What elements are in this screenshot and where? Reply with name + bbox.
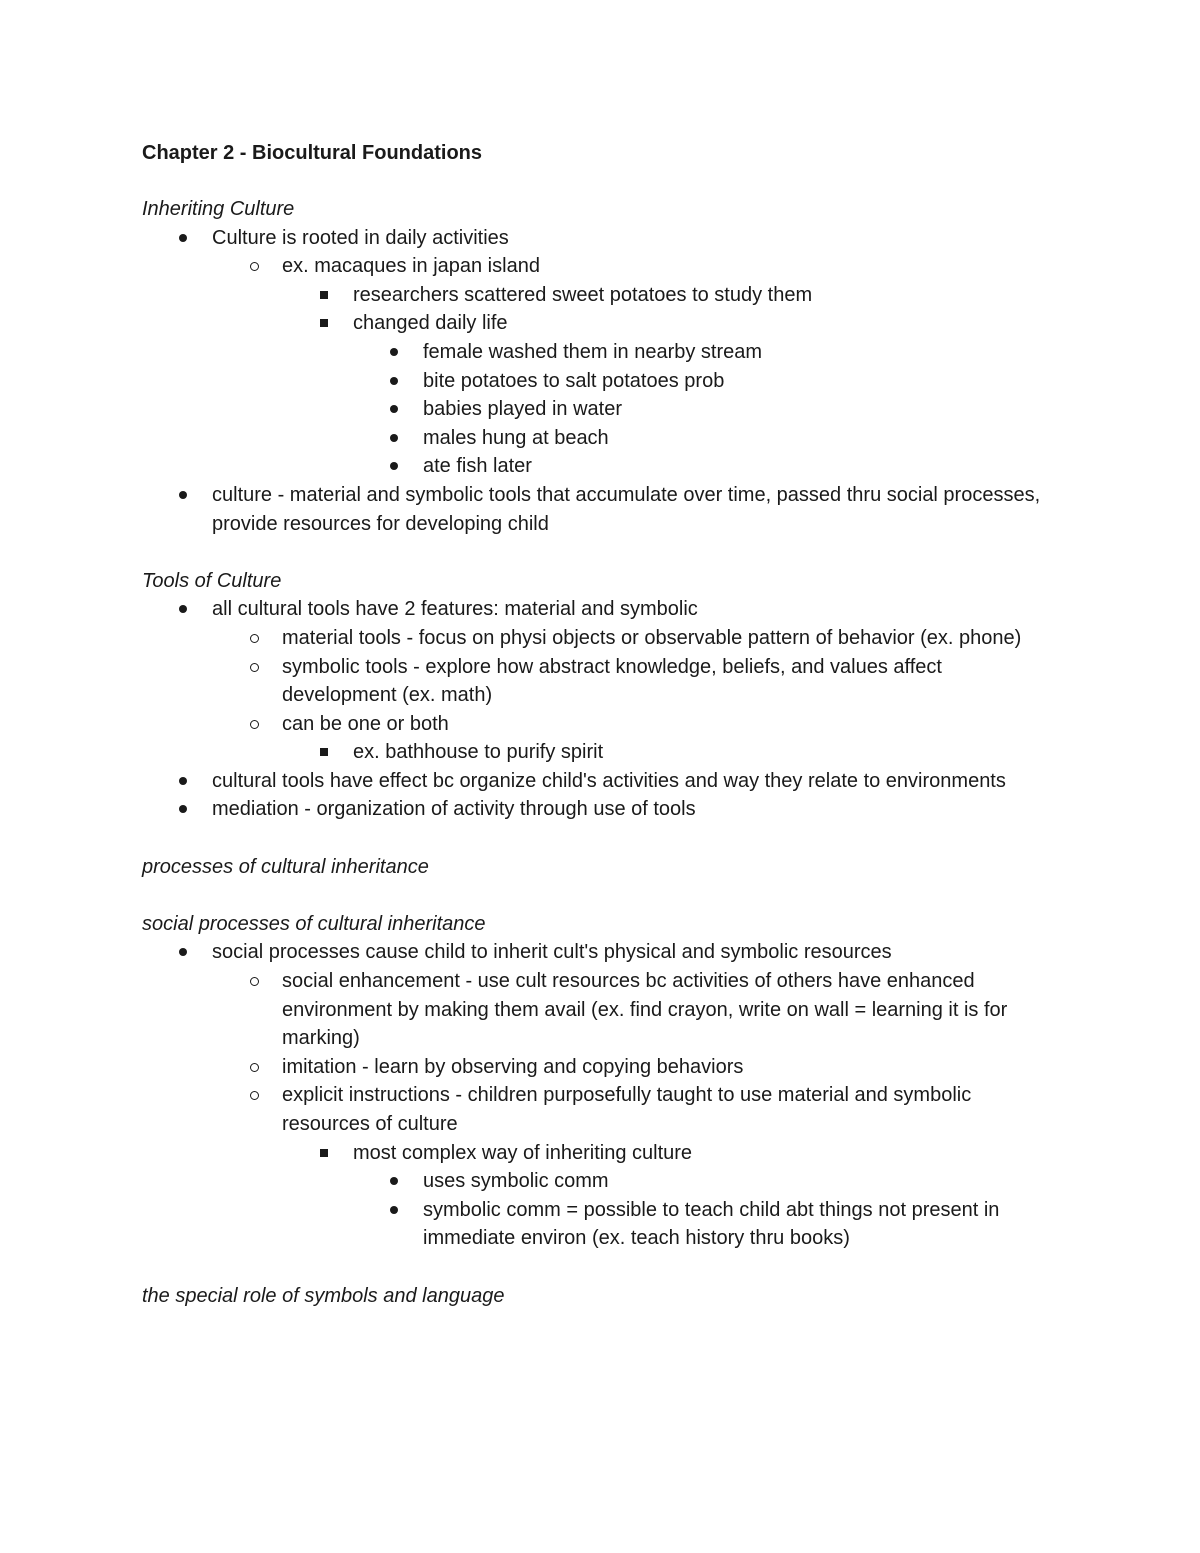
list-item: changed daily life bbox=[142, 309, 1062, 338]
circle-bullet-icon bbox=[250, 977, 259, 986]
circle-bullet-icon bbox=[250, 1063, 259, 1072]
disc-bullet-icon bbox=[179, 805, 187, 813]
section-heading-symbols-language: the special role of symbols and language bbox=[142, 1284, 505, 1307]
document-title: Chapter 2 - Biocultural Foundations bbox=[142, 142, 483, 164]
disc-bullet-icon bbox=[390, 1206, 398, 1214]
list-item: males hung at beach bbox=[142, 424, 1062, 453]
square-bullet-icon bbox=[320, 319, 328, 327]
list-item: ate fish later bbox=[142, 452, 1062, 481]
inheriting-culture-list bbox=[142, 224, 1062, 539]
section-heading-processes: processes of cultural inheritance bbox=[142, 855, 429, 878]
list-item: female washed them in nearby stream bbox=[142, 338, 1062, 367]
list-item: most complex way of inheriting culture bbox=[142, 1139, 1062, 1168]
disc-bullet-icon bbox=[179, 491, 187, 499]
section-heading-social-processes: social processes of cultural inheritance bbox=[142, 912, 486, 935]
list-item: cultural tools have effect bc organize child's activities and way they relate to environments bbox=[142, 767, 1062, 796]
section-heading-inheriting-culture: Inheriting Culture bbox=[142, 198, 295, 220]
disc-bullet-icon bbox=[390, 1177, 398, 1185]
disc-bullet-icon bbox=[390, 405, 398, 413]
list-item: social processes cause child to inherit cult's physical and symbolic resources bbox=[142, 938, 1062, 967]
list-item: culture - material and symbolic tools that accumulate over time, passed thru social processes, provide resources for developing child bbox=[142, 481, 1062, 538]
disc-bullet-icon bbox=[179, 948, 187, 956]
list-item: symbolic comm = possible to teach child abt things not present in immediate environ (ex. teach history thru books) bbox=[142, 1196, 1062, 1253]
disc-bullet-icon bbox=[179, 234, 187, 242]
list-item: explicit instructions - children purposefully taught to use material and symbolic resources of culture bbox=[142, 1081, 1062, 1138]
list-item: material tools - focus on physi objects or observable pattern of behavior (ex. phone) bbox=[142, 624, 1062, 653]
social-processes-list bbox=[142, 938, 1062, 1253]
square-bullet-icon bbox=[320, 748, 328, 756]
list-item: researchers scattered sweet potatoes to study them bbox=[142, 281, 1062, 310]
square-bullet-icon bbox=[320, 1149, 328, 1157]
square-bullet-icon bbox=[320, 291, 328, 299]
list-item: social enhancement - use cult resources bc activities of others have enhanced environment by making them avail (ex. find crayon, write on wall = learning it is for marking) bbox=[142, 967, 1062, 1053]
list-item: babies played in water bbox=[142, 395, 1062, 424]
circle-bullet-icon bbox=[250, 720, 259, 729]
list-item: mediation - organization of activity through use of tools bbox=[142, 795, 1062, 824]
list-item: uses symbolic comm bbox=[142, 1167, 1062, 1196]
disc-bullet-icon bbox=[390, 348, 398, 356]
list-item: bite potatoes to salt potatoes prob bbox=[142, 367, 1062, 396]
disc-bullet-icon bbox=[179, 605, 187, 613]
tools-of-culture-list bbox=[142, 595, 1062, 824]
disc-bullet-icon bbox=[390, 434, 398, 442]
circle-bullet-icon bbox=[250, 663, 259, 672]
disc-bullet-icon bbox=[390, 462, 398, 470]
list-item: ex. macaques in japan island bbox=[142, 252, 1062, 281]
list-item: symbolic tools - explore how abstract knowledge, beliefs, and values affect development (ex. math) bbox=[142, 653, 1062, 710]
section-heading-tools-of-culture: Tools of Culture bbox=[142, 569, 282, 592]
list-item: can be one or both bbox=[142, 710, 1062, 739]
list-item: ex. bathhouse to purify spirit bbox=[142, 738, 1062, 767]
list-item: Culture is rooted in daily activities bbox=[142, 224, 1062, 253]
circle-bullet-icon bbox=[250, 262, 259, 271]
circle-bullet-icon bbox=[250, 1091, 259, 1100]
list-item: imitation - learn by observing and copying behaviors bbox=[142, 1053, 1062, 1082]
circle-bullet-icon bbox=[250, 634, 259, 643]
disc-bullet-icon bbox=[179, 777, 187, 785]
disc-bullet-icon bbox=[390, 377, 398, 385]
list-item: all cultural tools have 2 features: material and symbolic bbox=[142, 595, 1062, 624]
document-page bbox=[142, 138, 1062, 1310]
